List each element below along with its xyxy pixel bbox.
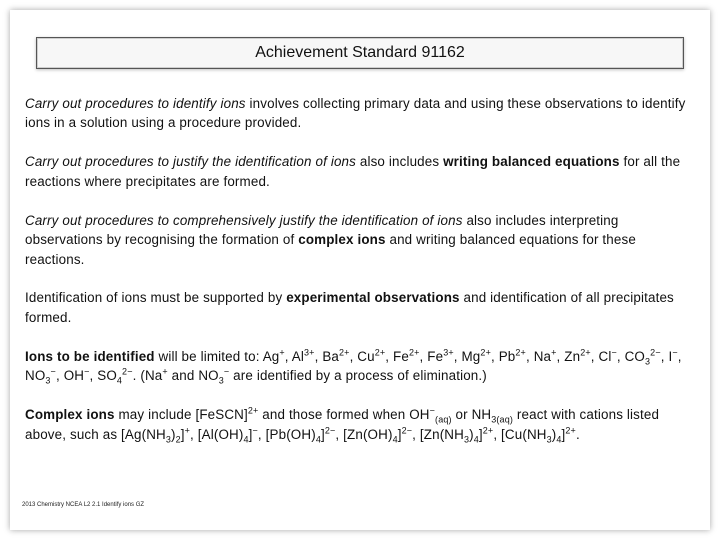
text: and identification of all precipitates formed.: [25, 290, 674, 325]
text: and those formed when OH: [258, 407, 430, 423]
text: will be limited to: Ag: [154, 348, 280, 364]
text: , CO: [616, 348, 646, 364]
text: , SO: [89, 368, 117, 384]
paragraph-ions-list: [25, 347, 697, 386]
text: ]: [397, 426, 402, 442]
text: ]: [320, 426, 325, 442]
subscript: 4: [392, 434, 398, 445]
text: , Cu: [349, 348, 375, 364]
text: , [Cu(NH: [493, 426, 547, 442]
charge: 2+: [480, 347, 491, 358]
text: involves collecting primary data and using these observations to identify ions in a solution using a procedure provided.: [25, 96, 686, 131]
subscript: 4: [243, 434, 249, 445]
text: ]: [248, 426, 253, 442]
charge: −: [611, 347, 617, 358]
charge: −: [50, 366, 56, 377]
subscript: 4: [315, 434, 321, 445]
charge: 2+: [565, 425, 576, 436]
content: [25, 94, 697, 464]
text: ]: [180, 426, 185, 442]
text: and NO: [167, 368, 219, 384]
text: may include [FeSCN]: [114, 407, 248, 423]
charge: −: [84, 366, 90, 377]
text: ]: [561, 426, 566, 442]
subscript: 3: [645, 356, 651, 367]
text: , [Zn(NH: [412, 426, 464, 442]
bold-text: writing balanced equations: [443, 154, 620, 170]
bold-text: experimental observations: [286, 290, 460, 306]
bold-text: complex ions: [298, 232, 386, 248]
paragraph-identification-support: [25, 288, 697, 327]
charge: +: [162, 366, 168, 377]
paragraph-identify-ions: [25, 94, 697, 133]
text: , Mg: [453, 348, 481, 364]
text: , Na: [525, 348, 552, 364]
charge: 2−: [122, 366, 133, 377]
paragraph-complex-ions: [25, 405, 697, 444]
charge: 2−: [324, 425, 336, 436]
charge: −: [223, 366, 230, 377]
text: , Fe: [419, 348, 444, 364]
subscript: 4: [556, 434, 562, 445]
text: Identification of ions must be supported by: [25, 290, 287, 306]
text: ): [551, 426, 557, 442]
charge: −: [429, 405, 436, 416]
text: ): [171, 426, 176, 442]
paragraph-justify: [25, 152, 697, 191]
text: for all the reactions where precipitates are formed.: [25, 154, 681, 189]
text: ): [469, 426, 474, 442]
footer-note: 2013 Chemistry NCEA L2 2.1 Identify ions GZ: [22, 502, 145, 508]
italic-text: Carry out procedures to identify ions: [25, 96, 246, 111]
text: are identified by a process of elimination.): [229, 368, 487, 384]
charge: +: [279, 347, 285, 358]
text: . (Na: [132, 368, 163, 384]
bold-text: Ions to be identified: [25, 348, 155, 364]
charge: −: [672, 347, 678, 358]
charge: +: [184, 425, 191, 436]
text: , I: [660, 348, 673, 364]
subscript: 3: [218, 375, 224, 386]
charge: 3+: [304, 347, 315, 358]
subscript: 3: [45, 375, 51, 386]
charge: 2+: [580, 347, 591, 358]
text: and writing balanced equations for these reactions.: [25, 232, 636, 267]
text: , Al: [284, 348, 305, 364]
text: also includes: [355, 154, 444, 170]
text: , Zn: [556, 348, 581, 364]
charge: 2+: [482, 425, 494, 436]
italic-text: Carry out procedures to justify the identification of ions: [25, 154, 356, 170]
charge: 2+: [408, 347, 420, 358]
charge: 2−: [401, 425, 413, 436]
charge: 2+: [515, 347, 526, 358]
text: , OH: [55, 368, 85, 384]
subscript: 3(aq): [491, 414, 514, 425]
charge: 2+: [339, 347, 350, 358]
subscript: 4: [116, 375, 123, 386]
text: , Cl: [590, 348, 612, 364]
title-box: [36, 37, 684, 69]
charge: 3+: [443, 347, 454, 358]
paragraph-comprehensively-justify: [25, 211, 697, 269]
italic-text: Carry out procedures to comprehensively justify the identification of ions: [25, 212, 463, 228]
subscript: 3: [463, 434, 470, 445]
bold-text: Complex ions: [25, 407, 115, 423]
charge: 2+: [374, 347, 386, 358]
subscript: (aq): [435, 414, 452, 425]
text: react with cations listed above, such as [Ag(NH: [25, 407, 660, 442]
subscript: 3: [546, 434, 552, 445]
text: , [Al(OH): [190, 426, 244, 442]
text: .: [575, 426, 580, 442]
subscript: 4: [473, 434, 479, 445]
text: , NO: [25, 348, 682, 384]
page-title: Achievement Standard 91162: [255, 44, 465, 61]
text: , Ba: [314, 348, 339, 364]
text: , [Pb(OH): [257, 426, 316, 442]
charge: 2−: [650, 347, 661, 358]
text: also includes interpreting observations by recognising the formation of: [25, 212, 619, 248]
subscript: 2: [175, 434, 181, 445]
text: , [Zn(OH): [335, 426, 393, 442]
text: , Fe: [385, 348, 409, 364]
charge: +: [551, 347, 557, 358]
charge: −: [252, 425, 258, 436]
subscript: 3: [165, 434, 171, 445]
text: , Pb: [490, 348, 516, 364]
charge: 2+: [247, 405, 259, 416]
text: ]: [478, 426, 483, 442]
text: or NH: [451, 407, 492, 423]
